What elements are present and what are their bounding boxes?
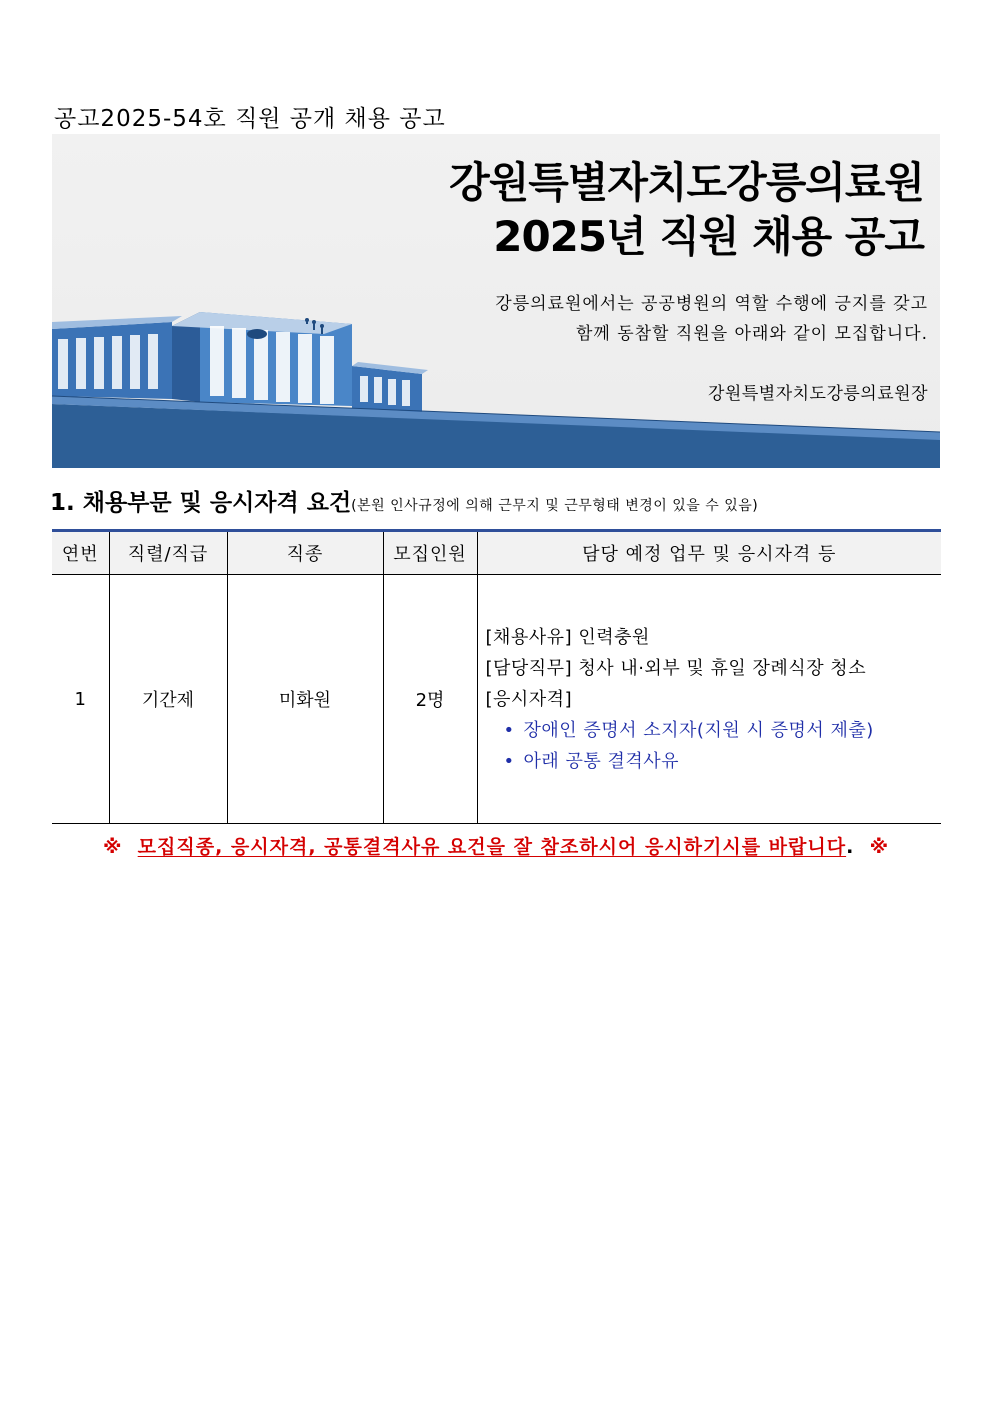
section-title: [50, 484, 758, 517]
reference-mark-left: ※: [102, 836, 123, 858]
banner-title: [449, 156, 924, 264]
banner-signature: 강원특별자치도강릉의료원장: [708, 384, 928, 404]
footer-period: .: [846, 836, 855, 858]
header-banner: [52, 134, 940, 468]
qualification-label: [응시자격]: [485, 688, 573, 710]
cell-duty: [477, 575, 941, 824]
footer-notice: [0, 832, 992, 859]
cell-series: 기간제: [109, 575, 227, 824]
recruit-reason: [채용사유] 인력충원: [485, 626, 650, 648]
qualification-item: [486, 746, 941, 777]
duty-description: [담당직무] 청사 내·외부 및 휴일 장례식장 청소: [485, 657, 867, 679]
header-no: 연번: [52, 531, 109, 575]
section-title-text: 1. 채용부문 및 응시자격 요건: [50, 490, 352, 516]
header-count: 모집인원: [383, 531, 477, 575]
header-job: 직종: [227, 531, 383, 575]
banner-description: [495, 289, 928, 349]
notice-number: 공고2025-54호 직원 공개 채용 공고: [54, 106, 446, 132]
cell-no: 1: [52, 575, 109, 824]
banner-title-line2: 2025년 직원 채용 공고: [493, 212, 924, 261]
cell-job: 미화원: [227, 575, 383, 824]
section-note: (본원 인사규정에 의해 근무지 및 근무형태 변경이 있을 수 있음): [351, 498, 759, 514]
qualification-text: 아래 공통 결격사유: [523, 750, 680, 772]
banner-desc-line1: 강릉의료원에서는 공공병원의 역할 수행에 긍지를 갖고: [495, 294, 928, 314]
recruitment-table: [52, 529, 941, 824]
bullet-icon: •: [503, 719, 515, 741]
footer-notice-text: 모집직종, 응시자격, 공통결격사유 요건을 잘 참조하시어 응시하기시를 바랍니다: [137, 836, 847, 858]
table-header-row: [52, 531, 941, 575]
reference-mark-right: ※: [869, 836, 890, 858]
bullet-icon: •: [503, 750, 515, 772]
header-series: 직렬/직급: [109, 531, 227, 575]
qualification-item: [486, 715, 941, 746]
banner-title-line1: 강원특별자치도강릉의료원: [449, 158, 924, 207]
table-row: [52, 575, 941, 824]
banner-desc-line2: 함께 동참할 직원을 아래와 같이 모집합니다.: [575, 324, 928, 344]
qualification-text: 장애인 증명서 소지자(지원 시 증명서 제출): [523, 719, 874, 741]
cell-count: 2명: [383, 575, 477, 824]
header-duty: 담당 예정 업무 및 응시자격 등: [477, 531, 941, 575]
